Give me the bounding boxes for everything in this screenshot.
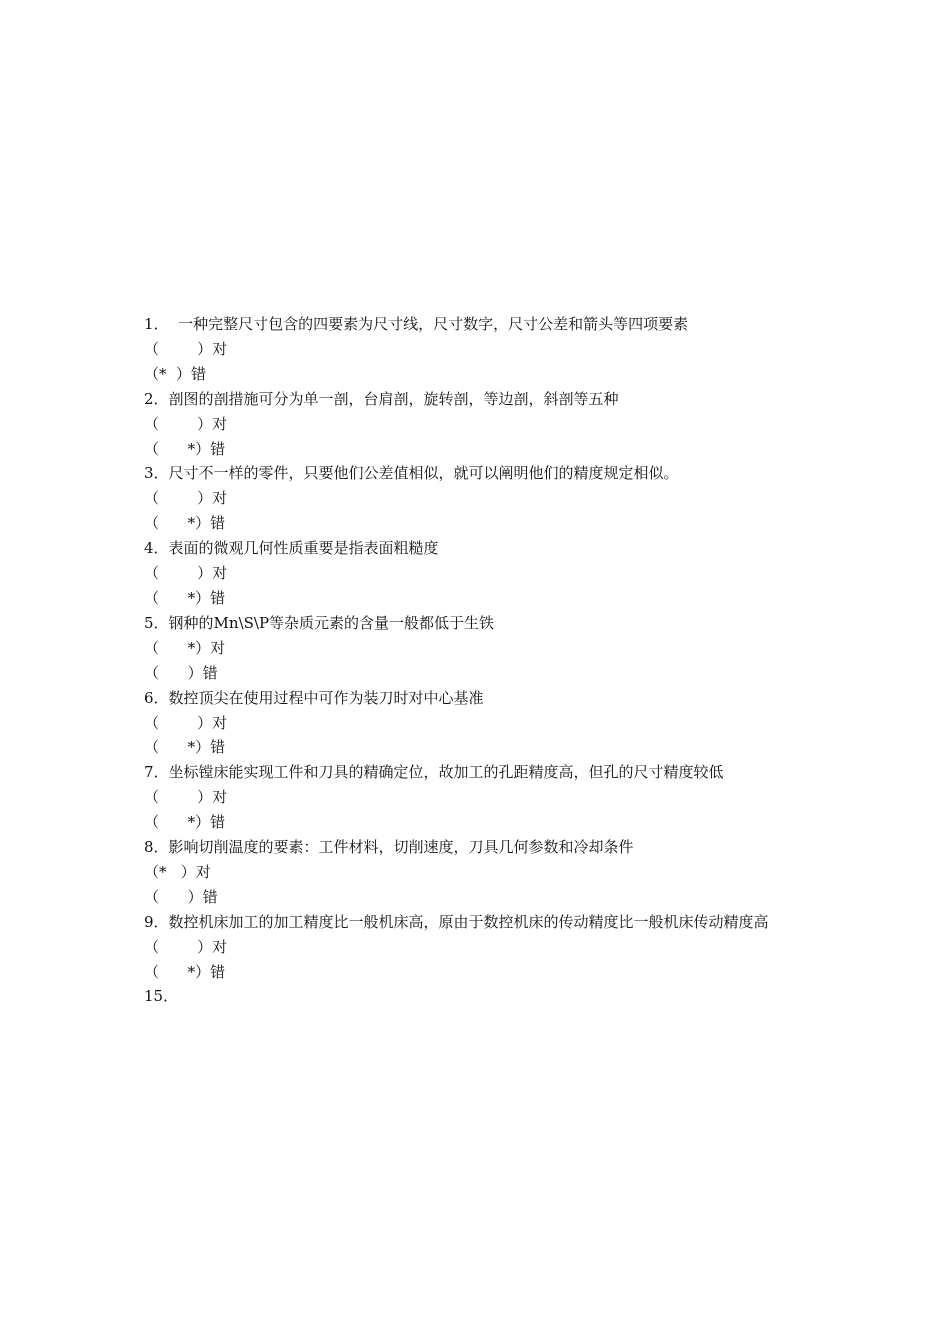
question-list <box>144 312 814 1009</box>
question-9 <box>144 910 814 985</box>
question-6 <box>144 686 814 761</box>
question-7 <box>144 760 814 835</box>
option-false: （* ）错 <box>144 364 207 383</box>
question-text: 2．剖图的剖措施可分为单一剖，台肩剖，旋转剖，等边剖，斜剖等五种 <box>144 389 619 408</box>
option-false: （ *）错 <box>144 962 226 981</box>
question-1 <box>144 312 814 387</box>
option-true: （ ）对 <box>144 788 228 807</box>
question-text: 3．尺寸不一样的零件，只要他们公差值相似，就可以阐明他们的精度规定相似。 <box>144 464 679 483</box>
option-false: （ *）错 <box>144 514 226 533</box>
question-text: 8．影响切削温度的要素：工件材料，切削速度，刀具几何参数和冷却条件 <box>144 838 634 857</box>
question-4 <box>144 536 814 611</box>
option-false: （ *）错 <box>144 738 226 757</box>
question-text: 4．表面的微观几何性质重要是指表面粗糙度 <box>144 539 439 558</box>
trailing-question-number: 15． <box>144 987 179 1006</box>
question-text: 9．数控机床加工的加工精度比一般机床高，原由于数控机床的传动精度比一般机床传动精度高 <box>144 912 769 931</box>
question-text: 6．数控顶尖在使用过程中可作为装刀时对中心基准 <box>144 688 484 707</box>
question-text: 5．钢种的Mn\S\P等杂质元素的含量一般都低于生铁 <box>144 613 495 632</box>
option-true: （ ）对 <box>144 414 228 433</box>
option-false: （ ）错 <box>144 887 218 906</box>
option-true: （ ）对 <box>144 713 228 732</box>
question-text: 7．坐标镗床能实现工件和刀具的精确定位，故加工的孔距精度高，但孔的尺寸精度较低 <box>144 763 724 782</box>
question-text: 1． 一种完整尺寸包含的四要素为尺寸线，尺寸数字，尺寸公差和箭头等四项要素 <box>144 315 689 333</box>
question-2 <box>144 387 814 462</box>
option-false: （ *）错 <box>144 813 226 832</box>
option-false: （ *）错 <box>144 588 226 607</box>
option-true: （ ）对 <box>144 489 228 508</box>
option-true: （ ）对 <box>144 937 228 956</box>
question-3 <box>144 461 814 536</box>
option-true: （ ）对 <box>144 339 228 358</box>
option-false: （ *）错 <box>144 439 226 458</box>
option-true: （ *）对 <box>144 638 226 657</box>
option-true: （ ）对 <box>144 564 228 583</box>
option-true: （* ）对 <box>144 862 211 881</box>
question-5 <box>144 611 814 686</box>
option-false: （ ）错 <box>144 663 218 682</box>
question-8 <box>144 835 814 910</box>
